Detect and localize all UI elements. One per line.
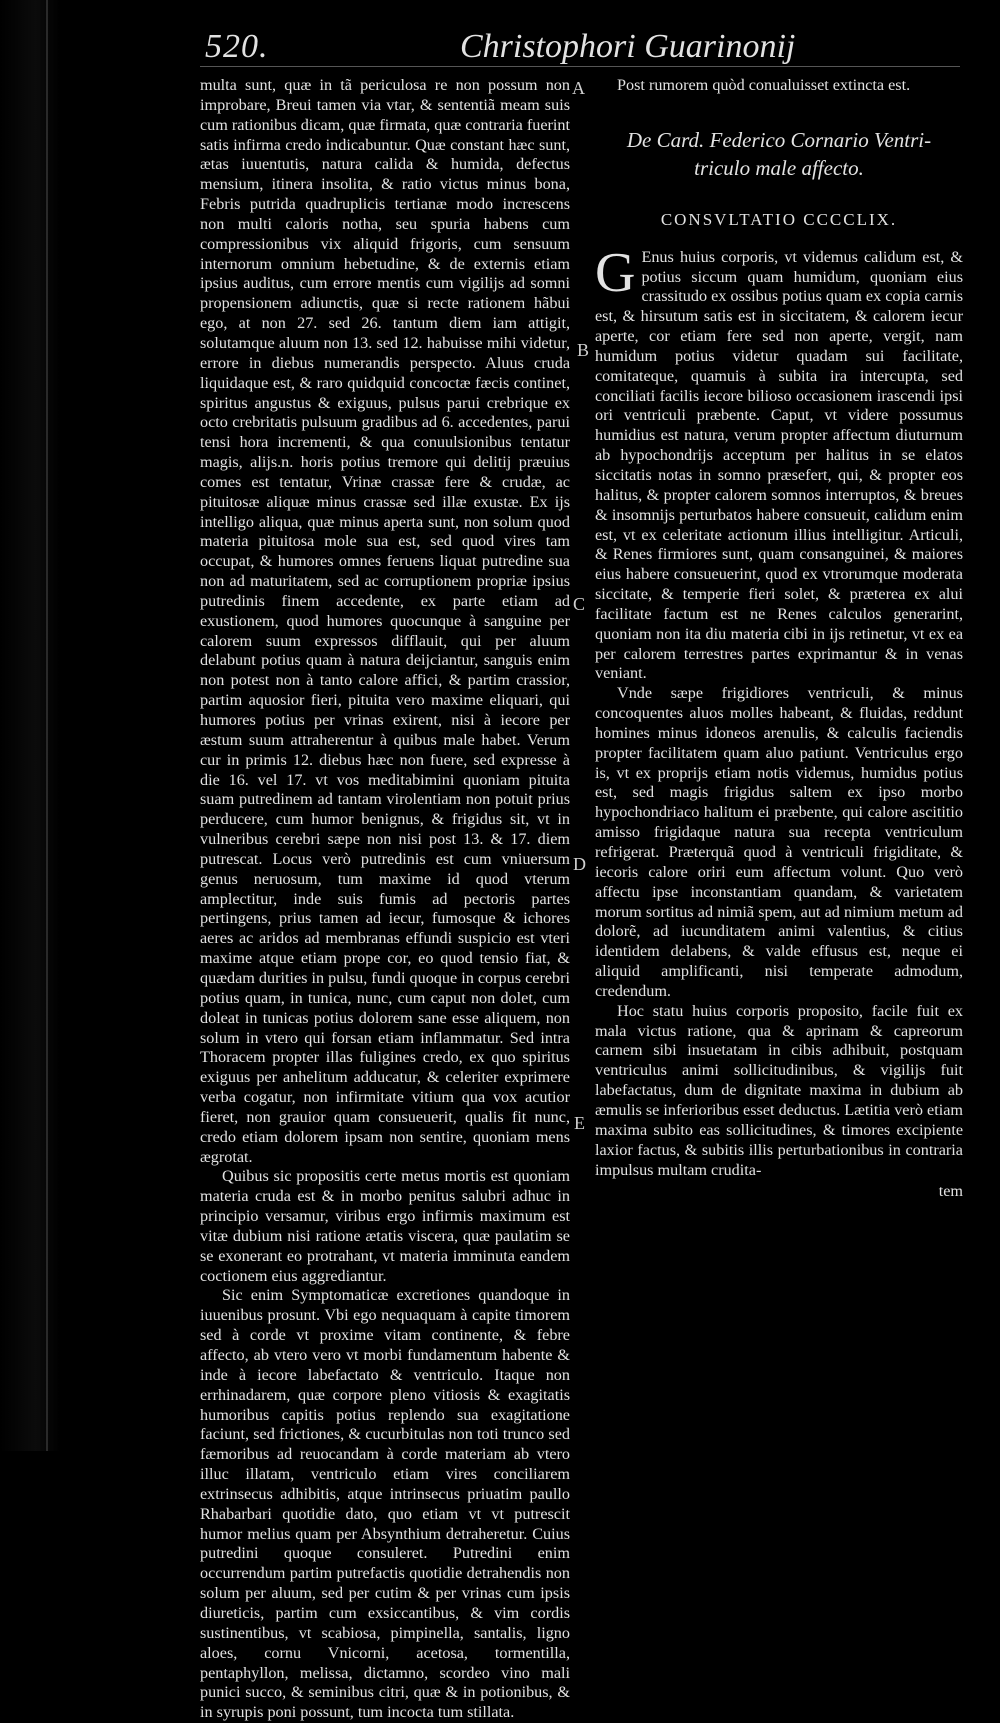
margin-marker-b: B	[577, 340, 590, 360]
margin-marker-c: C	[573, 594, 586, 614]
book-spine-shadow	[0, 0, 60, 1451]
spine-fold-line	[46, 0, 48, 1451]
drop-cap: G	[595, 241, 636, 304]
section-title-line-2: triculo male affecto.	[694, 155, 864, 180]
left-column	[200, 76, 570, 1723]
left-paragraph-1: multa sunt, quæ in tã periculosa re non possum non improbare, Breui tamen via vtar, & sententiã meam suis cum rationibus dicam, quæ firmata, quæ contraria fuerint satis infirma credo indicabuntur. Quæ constant hæc sunt, ætas iuuentutis, natura calida & humida, defectus mensium, itinera insolita, & ratio victus minus bona, Febris putrida quadruplicis tertianæ modo increscens non multi caloris notha, seu spuria habens cum compressionibus vix aliquid frigoris, cum sensuum internorum omnium hebetudine, & de externis etiam ipsius auditus, cum errore mentis cum vigilijs ad somni propensionem adiunctis, quæ si recte rationem hãbui ego, at non 27. sed 26. tantum diem iam attigit, solutamque aluum non 13. sed 12. habuisse mihi videtur, errore in diebus numerandis perspecto. Aluus cruda liquidaque est, & raro quidquid concoctæ fæcis continet, spiritus angustus & exiguus, pulsus parui crebrique ex octo crebritatis pulsuum gradibus ad 6. accedentes, parui tensi hora incrementi, & qua conuulsionibus tentatur magis, alijs.n. horis potius tremore qui delitij præuius comes est tentatur, Vrinæ crassæ fere & crudæ, ac pituitosæ aliquæ minus crassæ sed illæ exustæ. Ex ijs intelligo aliqua, quæ minus aperta sunt, non solum quod materia pituitosa mole sua est, sed quod vires tam occupat, & humores omnes feruens liquat putredine sua non ad maturitatem, sed ac corruptionem propriæ ipsius putredinis finem accedente, ex parte etiam ad exustionem, quod humores quocunque à sanguine per calorem suum expressos difflauit, qui per aluum delabunt potius quam à natura deijciantur, sanguis enim non potest non à tanto calore affici, & partim crassior, partim aquosior fieri, pituita vero maxime eliquari, qui humores potius per vrinas exirent, nisi à iecore per æstum suum attraherentur à quibus male habet. Verum cur in primis 12. diebus hæc non fuere, sed expresse à die 16. vel 17. vt vos meditabimini quoniam pituita suam putredinem ad tantam virolentiam non potuit prius perducere, cum humor benignus, & frigidus sit, vt in vulneribus cerebri sæpe non nisi post 13. & 17. diem putrescat. Locus verò putredinis est cum vniuersum genus neruosum, tum maxime id quod vterum amplectitur, inde suis fumis ad pectoris partes pertingens, prius tamen ad iecur, fumosque & ichores aeres ac aridos ad membranas effundi suspicio est vteri maxime atque etiam prope cor, eo quod tensio fiat, & quædam durities in pulsu, fundi quoque in corpus cerebri potius quam, in tunica, nunc, cum caput non dolet, cum doleat in tunicas potius dolorem sane esse aliquem, non solum in vtero qui forsan etiam inflammatur. Sed intra Thoracem propter illas fuligines credo, ex quo spiritus exiguus per anhelitum adducatur, & celeriter exprimere verba cogatur, non infirmitate vitium qua vox acutior fieret, non grauior quam consueuerit, qualis fit nunc, credo etiam dolorem ipsam non sentire, quoniam mens ægrotat.	[200, 76, 570, 1166]
margin-marker-a: A	[572, 78, 585, 98]
margin-marker-d: D	[573, 854, 586, 874]
section-title-line-1: De Card. Federico Cornario Ventri-	[626, 127, 932, 152]
left-paragraph-2: Quibus sic propositis certe metus mortis est quoniam materia cruda est & in morbo penitus salubri adhuc in principio versamur, viribus ergo infirmis maximum est vitæ dubium nisi ratione ætatis viscera, quæ paulatim se se exonerant eo protrahant, vt materia imminuta eandem coctionem eius aggrediantur.	[200, 1167, 570, 1285]
consultation-heading: CONSVLTATIO CCCCLIX.	[660, 209, 898, 229]
right-paragraph-3: Vnde sæpe frigidiores ventriculi, & minus concoquentes aluos molles habeant, & fluidas, reddunt homines minus idoneos arenulis, & calculis faciendis propter facilitatem quam aluo patiunt. Ventriculus ergo is, vt ex proprijs etiam notis videmus, humidus potius est, sed magis frigidus saltem ex ipso morbo hypochondriaco halitum ei præbente, qui calore ascititio amisso frigidaque natura sua recepta ventriculum refrigerat. Præterquã quod à ventriculi frigiditate, & iecoris calore oriri eum affectum volunt. Quo verò affectu ipse inconstantiam quandam, & varietatem morum sortitus ad nimiã spem, aut ad nimium metum ad dolorẽ, ad iucunditatem animi valentius, & citius identidem delabens, & valde effusus est, neque ei aliquid amplificanti, nisi temperate admodum, credendum.	[595, 684, 963, 1000]
right-paragraph-1: Post rumorem quòd conualuisset extincta est.	[617, 76, 911, 94]
running-head: Christophori Guarinonij	[460, 28, 796, 65]
left-paragraph-3: Sic enim Symptomaticæ excretiones quandoque in iuuenibus prosunt. Vbi ego nequaquam à capite timorem sed à corde vt proxime vitam continente, & febre affecto, ab vtero vero vt morbi fundamentum habente & inde à iecore labefactato & ventriculo. Itaque non errhinadarem, quæ corpore pleno vitiosis & exagitatis humoribus capitis potius replendo sua exagitatione faciunt, sed frictiones, & cucurbitulas non toti trunco sed fæmoribus ad reuocandam à corde materiam ab vtero illuc illatam, ventriculo etiam vires conciliarem extrinsecus adhibitis, atque intrinsecus priuatim paullo Rhabarbari quotidie dato, quo etiam vt vt putrescit humor melius quam per Absynthium detraheretur. Cuius putredini quoque consuleret. Putredini enim occurrendum partim putrefactis quotidie detrahendis non solum per aluum, sed per cutim & per vrinas cum ipsis diureticis, partim cum exsiccantibus, & vim cordis sustinentibus, vt scabiosa, pimpinella, santalis, ligno aloes, cornu Vnicorni, acetosa, tormentilla, pentaphyllon, melissa, dictamno, scordeo vino mali punici succo, & seminibus citri, quæ & in potionibus, & in syrupis poni possunt, tum incocta tum stillata.	[200, 1286, 570, 1722]
catchword: tem	[938, 1182, 963, 1201]
right-column	[595, 76, 963, 1202]
margin-marker-e: E	[574, 1113, 585, 1133]
header-rule	[200, 66, 960, 67]
right-paragraph-2-text: Enus huius corporis, vt videmus calidum est, & potius siccum quam humidum, quoniam eius crassitudo ex ossibus potius quam ex copia carnis est, & hirsutum satis est in siccitatem, & calorem iecur aperte, cor etiam fere sed non aperte, vergit, nam humidum potius videtur quadam sui facilitate, comitateque, quamuis à subita ira intercupta, sed conciliati facilis iecore bilioso occasionem irascendi ipsi ori ventriculi præbente. Caput, vt videre possumus humidius est natura, verum propter affectum diuturnum ab hypochondrijs acceptum per halitus in se elatos siccitatis notas in somno præsefert, qui, & propter eos halitus, & propter calorem somnos interruptos, & breues & insomnijs perturbatos habere consueuit, calidum enim est, vt ex celeritate actionum illius intelligitur. Articuli, & Renes firmiores sunt, quam consanguinei, & maiores eius habere consueuerint, quod ex vtrorumque moderata siccitate, & temperie fieri solet, & præterea ex alui facilitate factum est ne Renes calculos generarint, quoniam non ita diu materia cibi in ijs retinetur, vt ex ea per calorem terrestres partes exprimantur & in venas veniant.	[595, 247, 963, 683]
page-number: 520.	[205, 28, 269, 65]
right-paragraph-4: Hoc statu huius corporis proposito, facile fuit ex mala victus ratione, qua & aprinam & capreorum carnem sibi insuetatam in cibis adhibuit, postquam ventriculus animi sollicitudinibus, & vigilijs fuit labefactatus, dum de dignitate maxima in dubium ab æmulis se inferioribus esset deductus. Lætitia verò etiam maxima subito eas sollicitudines, & timores excipiente laxior factus, & subitis illis perturbationibus in contraria impulsus multam crudita-	[595, 1001, 963, 1179]
right-paragraph-2	[595, 241, 963, 685]
section-title	[595, 126, 963, 182]
